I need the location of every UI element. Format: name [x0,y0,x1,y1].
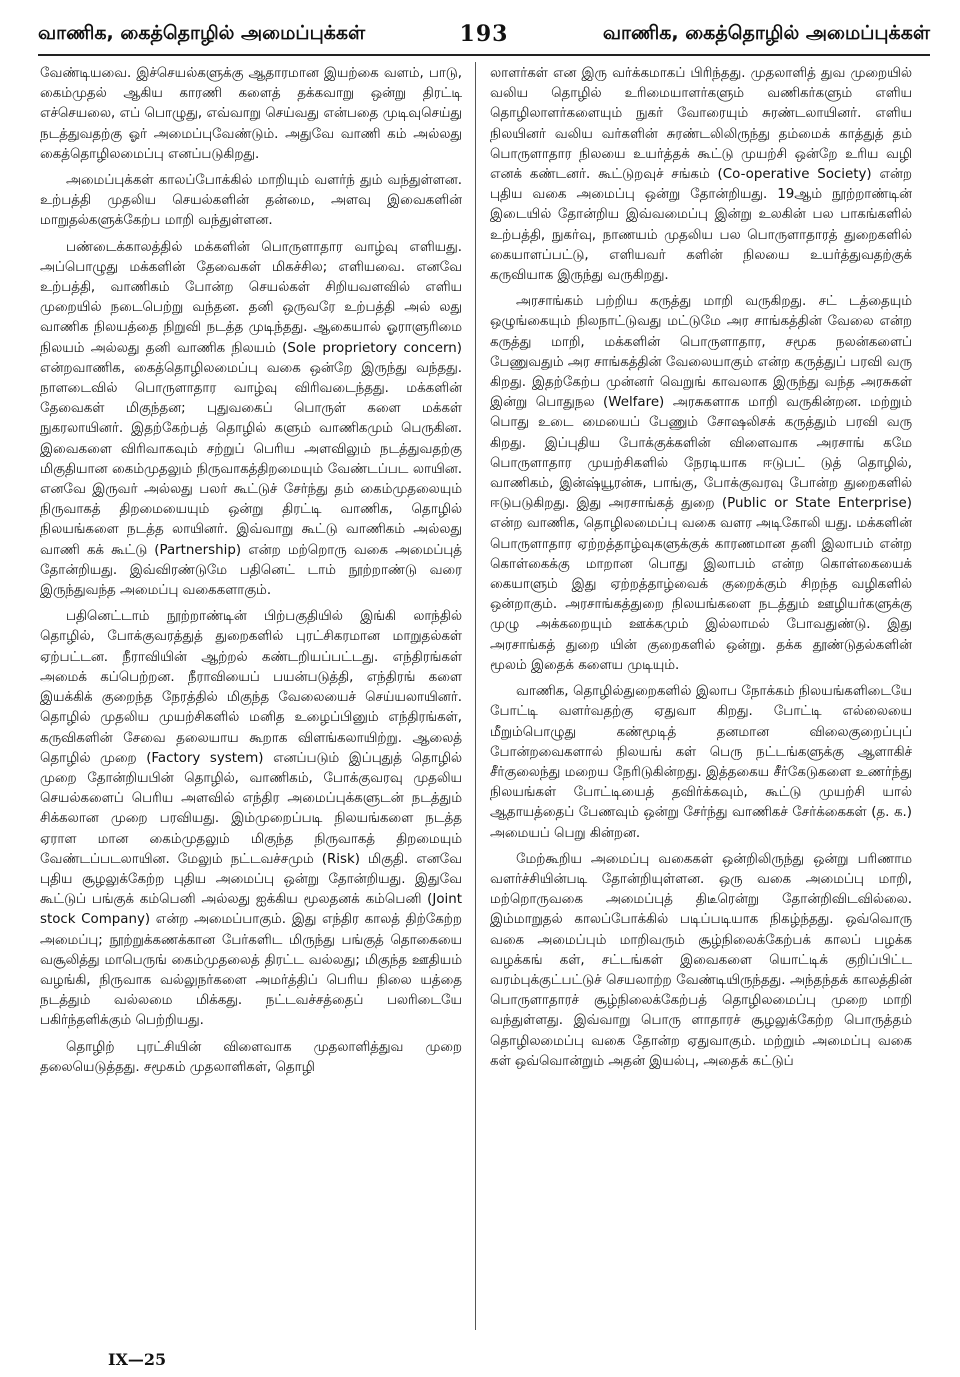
right-column [490,64,912,1354]
paragraph: தொழிற் புரட்சியின் விளைவாக முதலாளித்துவ முறை தலையெடுத்தது. சமூகம் முதலாளிகள், தொழி [40,1039,462,1075]
paragraph: அமைப்புக்கள் காலப்போக்கில் மாறியும் வளர்ந் தும் வந்துள்ளன. உற்பத்தி முதலிய செயல்களின் தன்மை, அளவு இவைகளின் மாறுதல்களுக்கேற்ப மாறி வந்துள்ளன. [40,173,462,229]
page-number: 193 [459,21,509,47]
signature-mark: IX—25 [108,1350,167,1369]
left-column [40,64,462,1354]
paragraph: மேற்கூறிய அமைப்பு வகைகள் ஒன்றிலிருந்து ஒன்று பரிணாம வளர்ச்சியின்படி தோன்றியுள்ளன. ஒரு வகை அமைப்பு மாறி, மற்றொருவகை அமைப்புத் திடீரென்று தோன்றிவிடவில்லை. இம்மாறுதல் காலப்போக்கில் படிப்படியாக நிகழ்ந்தது. ஒவ்வொரு வகை அமைப்பும் மாறிவரும் சூழ்நிலைக்கேற்பக் காலப் பழக்க வழக்கங் கள், சட்டங்கள் இவைகளை யொட்டிக் குறிப்பிட்ட வரம்புக்குட்பட்டுச் செயலாற்ற வேண்டியிருந்தது. அந்தந்தக் காலத்தின் பொருளாதாரச் சூழ்நிலைக்கேற்பத் தொழிலமைப்பு முறை மாறி வந்துள்ளது. இவ்வாறு பொரு ளாதாரச் சூழலுக்கேற்ற பொருத்தம் தொழிலமைப்பு வகை தோன்ற ஏதுவாகும். மற்றும் அமைப்பு வகை கள் ஒவ்வொன்றும் அதன் இயல்பு, அதைக் கட்டுப் [490,851,912,1069]
column-divider [475,62,476,1330]
paragraph: லாளர்கள் என இரு வர்க்கமாகப் பிரிந்தது. முதலாளித் துவ முறையில் வலிய தொழில் உரிமையாளர்களும் வணிகர்களும் எளிய தொழிலாளர்களையும் நுகர் வோரையும் சுரண்டலாயினர். எளிய நிலயினர் வலிய வர்களின் சுரண்டலிலிருந்து தம்மைக் காத்துத் தம் பொருளாதார நிலயை உயர்த்தக் கூட்டு முயற்சி ஒன்றே உரிய வழி எனக் கண்டனர். கூட்டுறவுச் சங்கம் (Co-operative Society) என்ற புதிய வகை அமைப்பு ஒன்று தோன்றியது. 19ஆம் நூற்றாண்டின் இடையில் தோன்றிய இவ்வமைப்பு இன்று உலகின் பல பாகங்களில் உற்பத்தி, நுகர்வு, நாணயம் முதலிய பல பொருளாதாரத் துறைகளில் கையாளப்பட்டு, எளியவர் களின் நிலயை உயர்த்துவதற்குக் கருவியாக இருந்து வருகிறது. [490,66,912,284]
page-header [38,14,930,56]
paragraph: வாணிக, தொழில்துறைகளில் இலாப நோக்கம் நிலயங்களிடையே போட்டி வளர்வதற்கு ஏதுவா கிறது. போட்டி எல்லையை மீறும்பொழுது கண்மூடித் தனமான விலைகுறைப்புப் போன்றவைகளால் நிலயங் கள் பெரு நட்டங்களுக்கு ஆளாகிச் சீர்குலைந்து மறைய நேரிடுகின்றது. இத்தகைய சீர்கேடுகளை உணர்ந்து நிலயங்கள் போட்டியைத் தவிர்க்கவும், கூட்டு முயற்சி யால் ஆதாயத்தைப் பேணவும் ஒன்று சேர்ந்து வாணிகச் சேர்க்கைகள் (த. க.) அமையப் பெறு கின்றன. [490,684,912,841]
paragraph: வேண்டியவை. இச்செயல்களுக்கு ஆதாரமான இயற்கை வளம், பாடு, கைம்முதல் ஆகிய காரணி களைத் தக்கவாறு ஒன்று திரட்டி எச்செயலை, எப் பொழுது, எவ்வாறு செய்வது என்பதை முடிவுசெய்து நடத்துவதற்கு ஓர் அமைப்புவேண்டும். அதுவே வாணி கம் அல்லது கைத்தொழிலமைப்பு எனப்படுகிறது. [40,66,462,162]
paragraph: பதினெட்டாம் நூற்றாண்டின் பிற்பகுதியில் இங்கி லாந்தில் தொழில், போக்குவரத்துத் துறைகளில் புரட்சிகரமான மாறுதல்கள் ஏற்பட்டன. நீராவியின் ஆற்றல் கண்டறியப்பட்டது. எந்திரங்கள் அமைக் கப்பெற்றன. நீராவியைப் பயன்படுத்தி, எந்திரங் களை இயக்கிக் குறைந்த நேரத்தில் மிகுந்த வேலையைச் செய்யலாயினர். தொழில் முதலிய முயற்சிகளில் மனித உழைப்பினும் எந்திரங்கள், கருவிகளின் சேவை தலையாய கூறாக விளங்கலாயிற்று. ஆலைத் தொழில் முறை (Factory system) எனப்படும் இப்புதுத் தொழில் முறை தோன்றியபின் தொழில், வாணிகம், போக்குவரவு முதலிய செயல்களைப் பெரிய அளவில் எந்திர அமைப்புக்களுடன் நடத்தும் சிக்கலான முறை பரவியது. இம்முறைப்படி நிலயங்களை நடத்த ஏராள மான கைம்முதலும் மிகுந்த நிருவாகத் திறமையும் வேண்டப்படலாயின. மேலும் நட்டவச்சமும் (Risk) மிகுதி. எனவே புதிய சூழலுக்கேற்ற புதிய அமைப்பு ஒன்று தோன்றியது. இதுவே கூட்டுப் பங்குக் கம்பெனி அல்லது ஐக்கிய மூலதனக் கம்பெனி (Joint stock Company) என்ற அமைப்பாகும். இது எந்திர காலத் திற்கேற்ற அமைப்பு; நூற்றுக்கணக்கான பேர்களிட மிருந்து பங்குத் தொகையை வசூலித்து மாபெருங் கைம்முதலைத் திரட்ட வல்லது; மிகுந்த ஊதியம் வழங்கி, நிருவாக வல்லுநர்களை அமர்த்திப் பெரிய நிலை யத்தை நடத்தும் வல்லமை மிக்கது. நட்டவச்சத்தைப் பலரிடையே பகிர்ந்தளிக்கும் பெற்றியது. [40,609,462,1029]
paragraph: பண்டைக்காலத்தில் மக்களின் பொருளாதார வாழ்வு எளியது. அப்பொழுது மக்களின் தேவைகள் மிகச்சில; எளியவை. எனவே உற்பத்தி, வாணிகம் போன்ற செயல்கள் சிறியவளவில் எளிய முறையில் நடைபெற்று வந்தன. தனி ஒருவரே உற்பத்தி அல் லது வாணிக நிலயத்தை நிறுவி நடத்த முடிந்தது. ஆகையால் ஓராளுரிமை நிலயம் அல்லது தனி வாணிக நிலயம் (Sole proprietory concern) என்றவாணிக, கைத்தொழிலமைப்பு வகை ஒன்றே இருந்து வந்தது. நாளடைவில் பொருளாதார வாழ்வு விரிவடைந்தது. மக்களின் தேவைகள் மிகுந்தன; புதுவகைப் பொருள் களை மக்கள் நுகரலாயினர். இதற்கேற்பத் தொழில் களும் வாணிகமும் பெருகின. இவைகளை விரிவாகவும் சற்றுப் பெரிய அளவிலும் நடத்துவதற்கு மிகுதியான கைம்முதலும் நிருவாகத்திறமையும் வேண்டப்பட லாயின. எனவே இருவர் அல்லது பலர் கூட்டுச் சேர்ந்து தம் கைம்முதலையும் நிருவாகத் திறமையையும் ஒன்று திரட்டி வாணிக, தொழில் நிலயங்களை நடத்த லாயினர். இவ்வாறு கூட்டு வாணிகம் அல்லது வாணி கக் கூட்டு (Partnership) என்ற மற்றொரு வகை அமைப்புத் தோன்றியது. இவ்விரண்டுமே பதினெட் டாம் நூற்றாண்டு வரை இருந்துவந்த அமைப்பு வகைகளாகும். [40,239,462,599]
paragraph: அரசாங்கம் பற்றிய கருத்து மாறி வருகிறது. சட் டத்தையும் ஒழுங்கையும் நிலநாட்டுவது மட்டுமே அர சாங்கத்தின் வேலை என்ற கருத்து மாறி, மக்களின் பொருளாதார, சமூக நலன்களைப் பேணுவதும் அர சாங்கத்தின் வேலையாகும் என்ற கருத்துப் பரவி வரு கிறது. இதற்கேற்ப முன்னர் வெறுங் காவலாக இருந்து வந்த அரசுகள் இன்று பொதுநல (Welfare) அரசுகளாக மாறி வருகின்றன. மற்றும் பொது உடை மையைப் பேணும் சோஷலிசக் கருத்தும் பரவி வரு கிறது. இப்புதிய போக்குக்களின் விளைவாக அரசாங் கமே பொருளாதார முயற்சிகளில் நேரடியாக ஈடுபட் டுத் தொழில், வாணிகம், இன்ஷ்யூரன்சு, பாங்கு, போக்குவரவு போன்ற துறைகளில் ஈடுபடுகிறது. இது அரசாங்கத் துறை (Public or State Enterprise) என்ற வாணிக, தொழிலமைப்பு வகை வளர அடிகோலி யது. மக்களின் பொருளாதார ஏற்றத்தாழ்வுகளுக்குக் காரணமான தனி இலாபம் என்ற கொள்கைக்கு மாறான பொது இலாபம் என்ற கொள்கையைக் கையாளும் இது ஏற்றத்தாழ்வைக் குறைக்கும் சிறந்த வழிகளில் ஒன்றாகும். அரசாங்கத்துறை நிலயங்களை நடத்தும் ஊழியர்களுக்கு முழு அக்கறையும் ஊக்கமும் இல்லாமல் போவதுண்டு. இது அரசாங்கத் துறை யின் குறைகளில் ஒன்று. தக்க தூண்டுதல்களின் மூலம் இதைக் களைய முடியும். [490,294,912,673]
running-head-right: வாணிக, கைத்தொழில் அமைப்புக்கள் [602,21,930,44]
running-head-left: வாணிக, கைத்தொழில் அமைப்புக்கள் [38,21,366,44]
